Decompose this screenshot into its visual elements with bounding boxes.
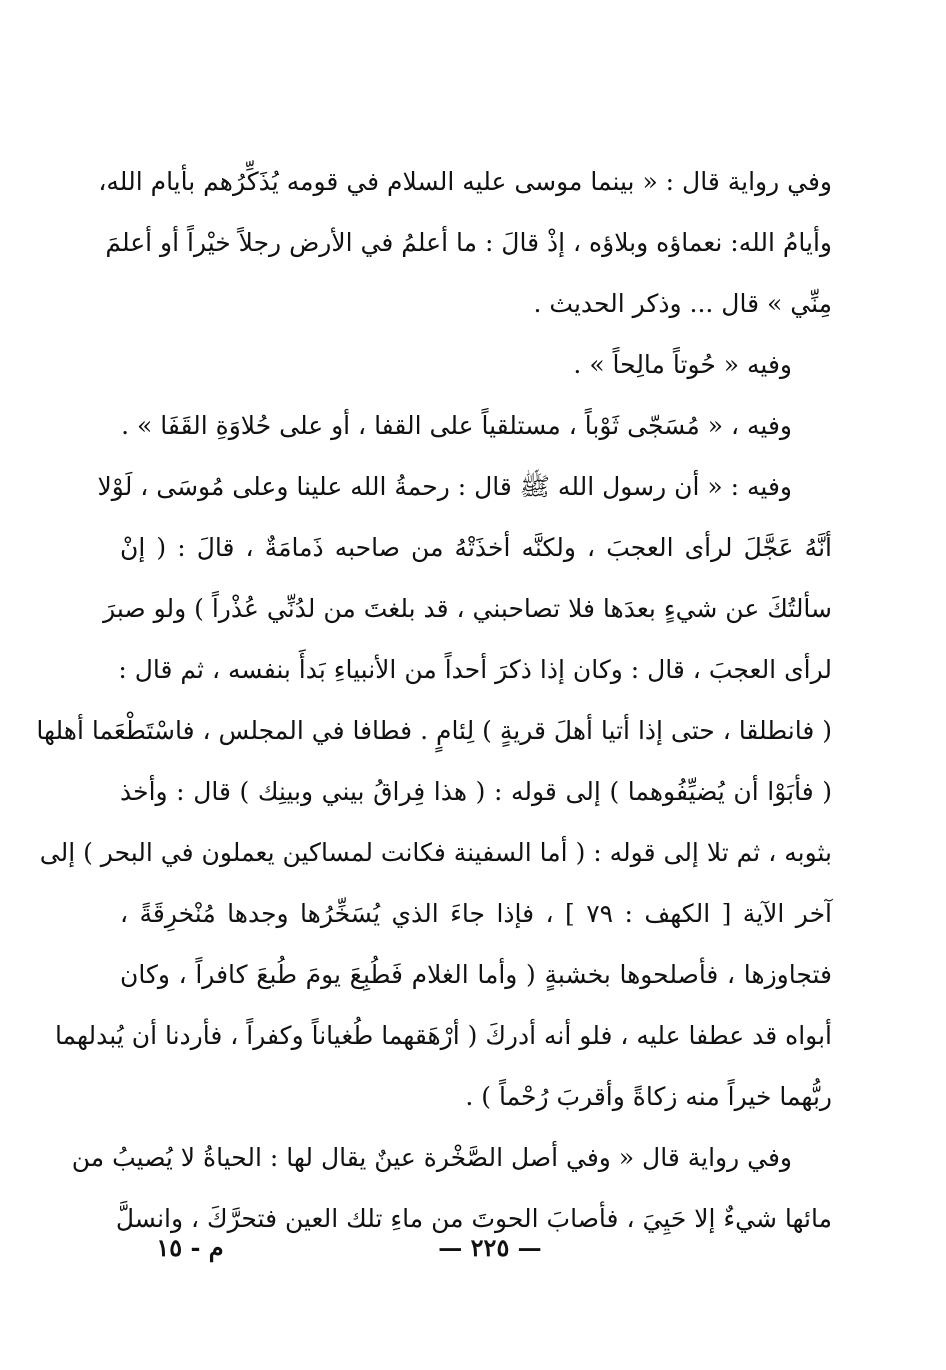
text-line: أبواه قد عطفا عليه ، فلو أنه أدركَ ( أرْهَقهما طُغياناً وكفراً ، فأردنا أن يُبدلهما xyxy=(54,1021,832,1050)
text-line: وفيه « حُوتاً مالِحاً » . xyxy=(573,350,792,379)
text-line: ربُّهما خيراً منه زكاةً وأقربَ رُحْماً ) . xyxy=(465,1082,832,1111)
text-line: آخر الآية [ الكهف : ٧٩ ] ، فإذا جاءَ الذي يُسَخِّرُها وجدها مُنْخرِقَةً ، xyxy=(120,899,832,928)
text-line: مِنِّي » قال ... وذكر الحديث . xyxy=(533,289,832,318)
text-line: وفي رواية قال « وفي أصل الصَّخْرة عينٌ يقال لها : الحياةُ لا يُصيبُ من xyxy=(71,1143,792,1172)
text-line: سألتُكَ عن شيءٍ بعدَها فلا تصاحبني ، قد بلغتَ من لدُنِّي عُذْراً ) ولو صبرَ xyxy=(103,594,832,623)
printer-signature: م - ١٥ xyxy=(156,1233,224,1262)
text-line: وفيه ، « مُسَجّى ثَوْباً ، مستلقياً على القفا ، أو على حُلاوَةِ القَفَا » . xyxy=(121,411,792,440)
text-line: وفيه : « أن رسول الله ﷺ قال : رحمةُ الله علينا وعلى مُوسَى ، لَوْلا xyxy=(97,472,792,501)
text-line: ( فانطلقا ، حتى إذا أتيا أهلَ قريةٍ ) لِئامٍ . فطافا في المجلس ، فاسْتَطْعَما أهلها xyxy=(36,716,832,745)
text-line: وأيامُ الله: نعماؤه وبلاؤه ، إذْ قالَ : ما أعلمُ في الأرض رجلاً خيْراً أو أعلمَ xyxy=(105,228,832,257)
text-line: بثوبه ، ثم تلا إلى قوله : ( أما السفينة فكانت لمساكين يعملون في البحر ) إلى xyxy=(39,838,832,867)
text-line: وفي رواية قال : « بينما موسى عليه السلام في قومه يُذَكِّرُهم بأيام الله، xyxy=(98,167,832,196)
text-line: فتجاوزها ، فأصلحوها بخشبةٍ ( وأما الغلام فَطُبِعَ يومَ طُبعَ كافراً ، وكان xyxy=(120,960,832,989)
text-line: مائها شيءٌ إلا حَيِيَ ، فأصابَ الحوتَ من ماءِ تلك العين فتحرَّكَ ، وانسلَّ xyxy=(115,1204,832,1233)
text-line: لرأى العجبَ ، قال : وكان إذا ذكرَ أحداً من الأنبياءِ بَدأَ بنفسه ، ثم قال : xyxy=(118,655,832,684)
text-line: ( فأبَوْا أن يُضيِّفُوهما ) إلى قوله : ( هذا فِراقُ بيني وبينِك ) قال : وأخذ xyxy=(120,777,832,806)
page-footer xyxy=(0,1230,946,1270)
text-line: أنَّهُ عَجَّلَ لرأى العجبَ ، ولكنَّه أخذَتْهُ من صاحبه ذَمامَةٌ ، قالَ : ( إنْ xyxy=(120,533,832,562)
page-number: — ٢٢٥ — xyxy=(438,1233,542,1262)
